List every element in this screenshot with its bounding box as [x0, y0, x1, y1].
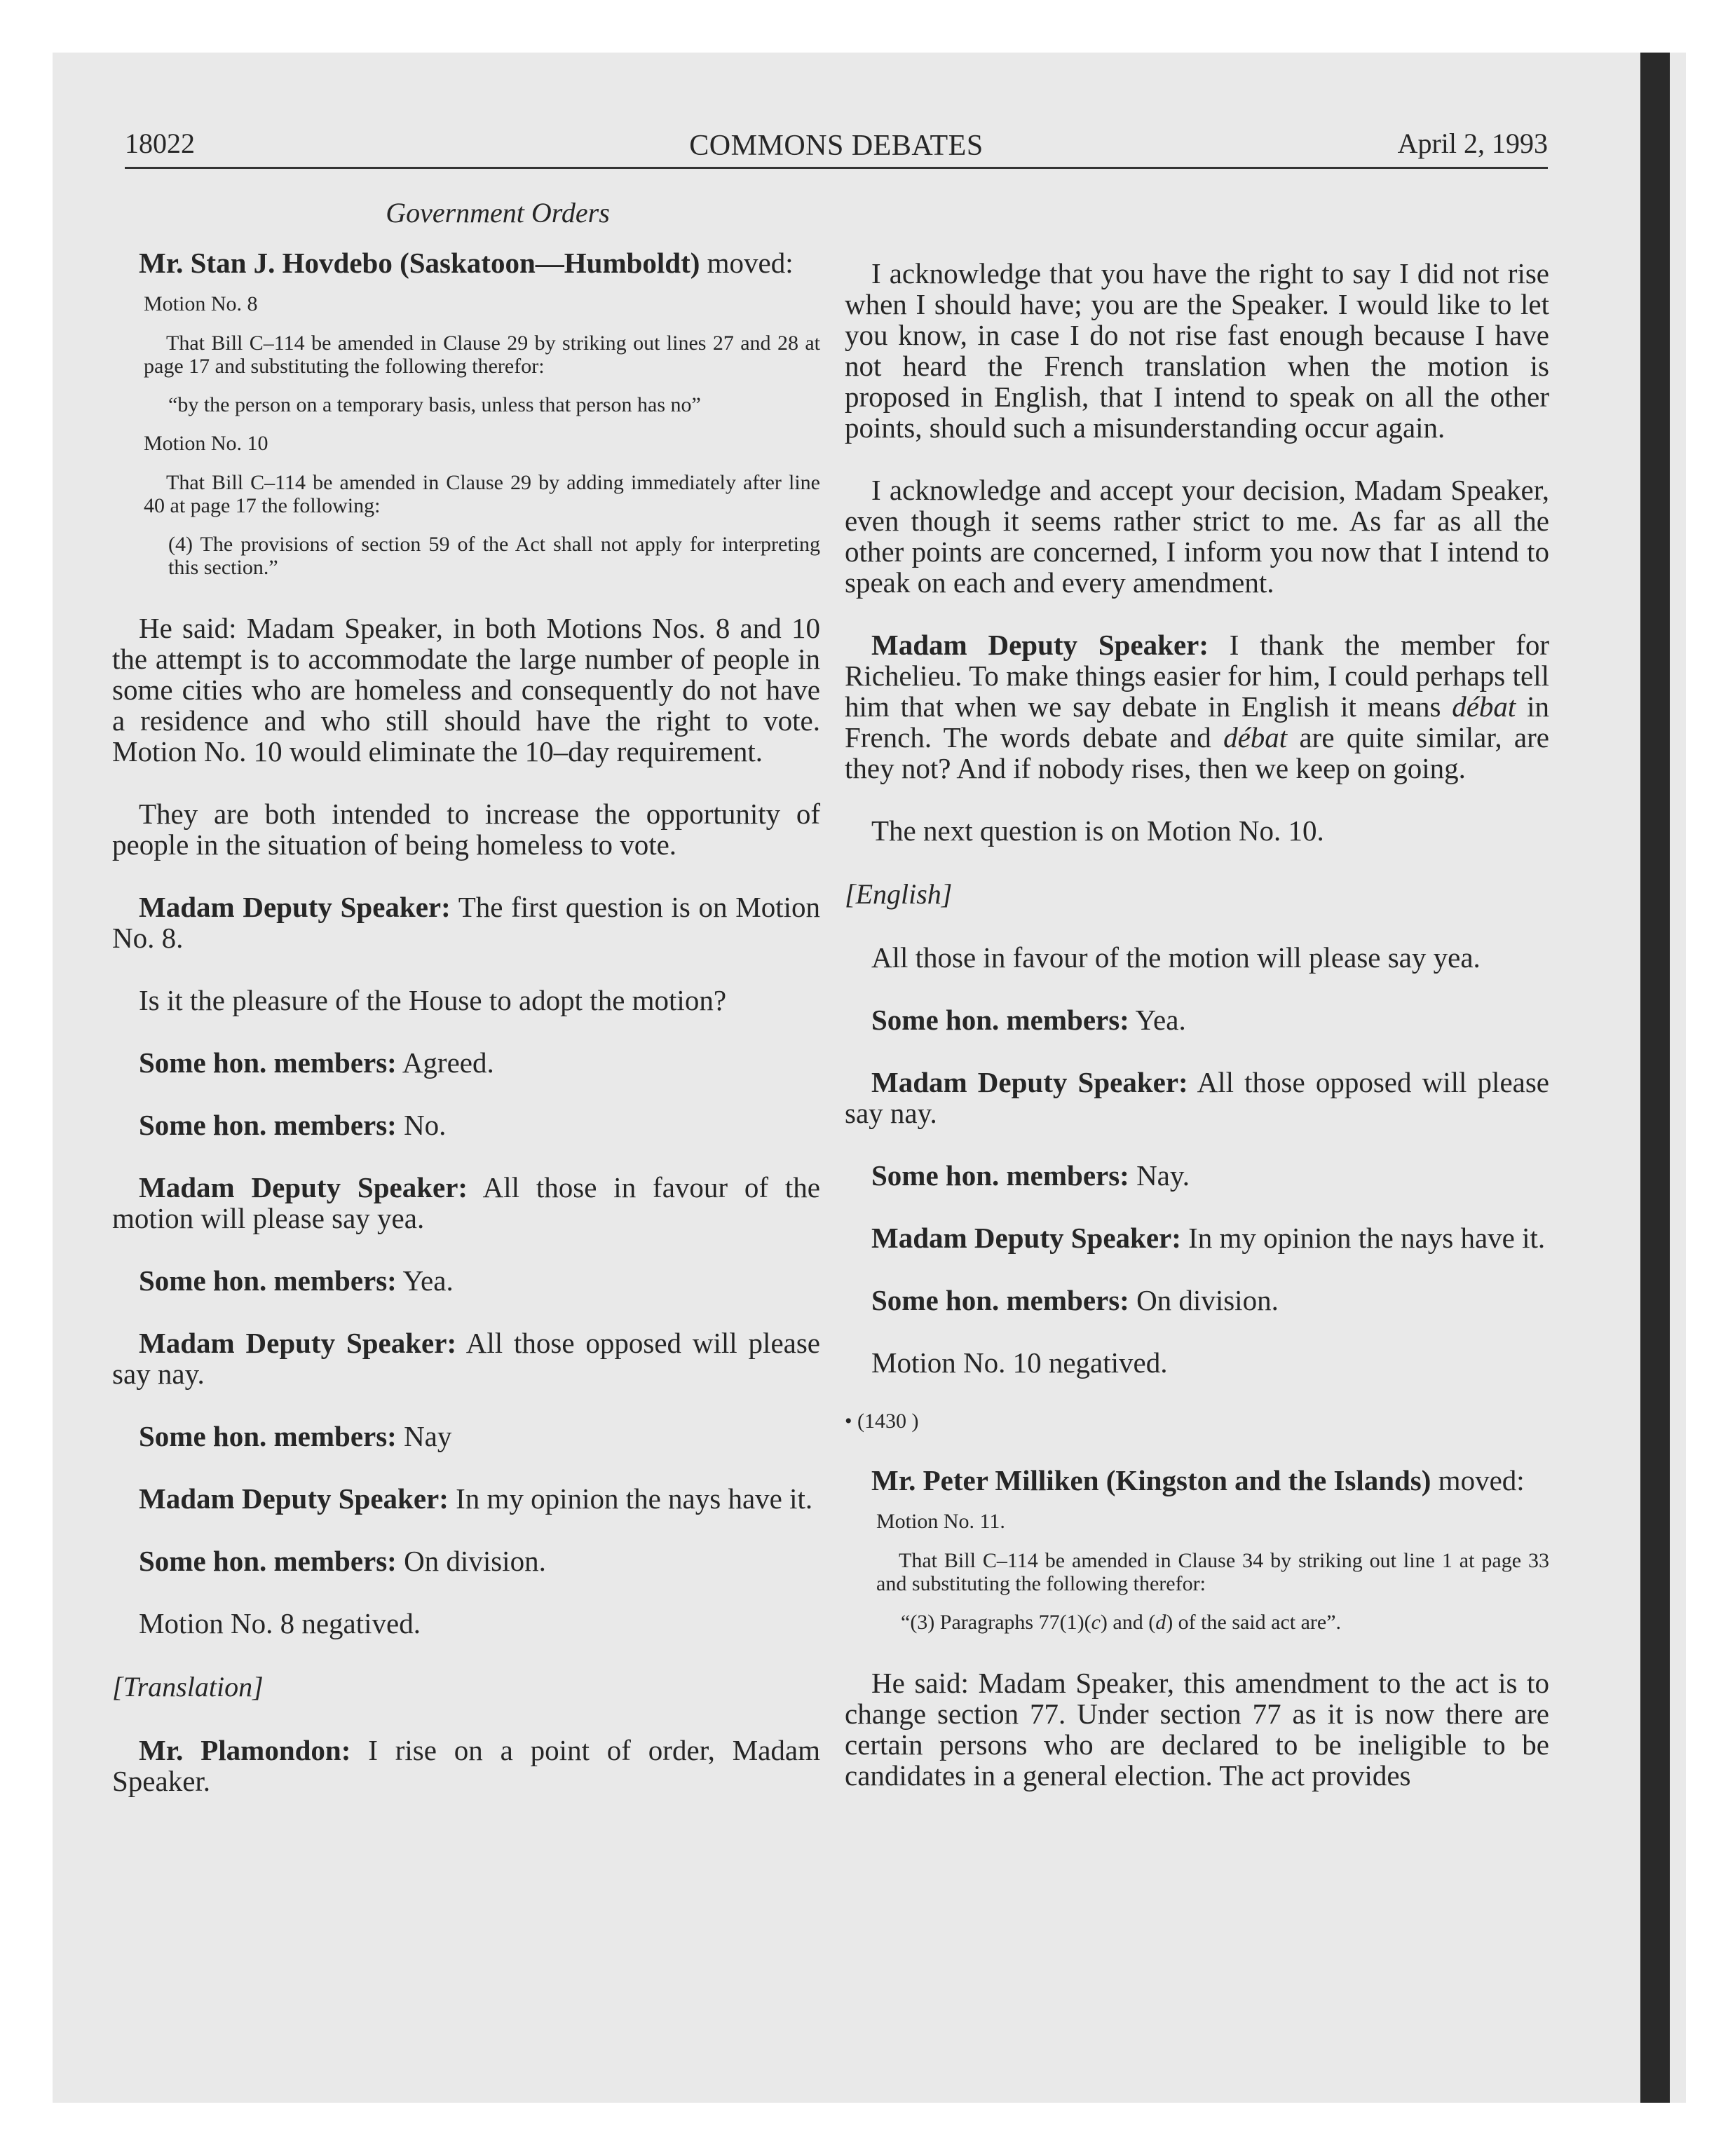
speech-text: are quite similar, are they not? And if nobody rises, then we keep on going. — [845, 721, 1549, 784]
mover-line — [845, 1465, 1549, 1496]
speech-text: The first question is on Motion No. 8. — [112, 891, 820, 954]
speaker-name: Some hon. members: — [871, 1159, 1129, 1192]
paragraph: He said: Madam Speaker, in both Motions Nos. 8 and 10 the attempt is to accommodate the large number of people in some cities who are homeless and consequently do not have a residence and who still should have the right to vote. Motion No. 10 would eliminate the 10–day requirement. — [112, 612, 820, 767]
mover-action: moved: — [700, 247, 794, 279]
paragraph — [112, 1047, 820, 1078]
publication-title: COMMONS DEBATES — [689, 130, 984, 162]
paragraph — [112, 1265, 820, 1296]
running-header — [125, 125, 1548, 169]
speaker-name: Madam Deputy Speaker: — [139, 1482, 449, 1515]
speaker-name: Some hon. members: — [139, 1046, 397, 1079]
speaker-name: Some hon. members: — [871, 1004, 1129, 1036]
motion-text: That Bill C–114 be amended in Clause 34 by striking out line 1 at page 33 and substituting the following therefor: — [876, 1549, 1549, 1595]
speaker-name: Some hon. members: — [139, 1545, 397, 1577]
page-number: 18022 — [125, 128, 195, 159]
motion-quote — [845, 1611, 1549, 1634]
quote-text: ) of the said act are”. — [1166, 1611, 1342, 1634]
paragraph — [845, 1222, 1549, 1253]
paragraph: Motion No. 8 negatived. — [139, 1607, 421, 1639]
paragraph — [112, 1172, 820, 1234]
motion-label: Motion No. 10 — [144, 432, 268, 455]
speaker-name: Mr. Stan J. Hovdebo (Saskatoon—Humboldt) — [139, 247, 700, 279]
paragraph: Is it the pleasure of the House to adopt the motion? — [139, 984, 727, 1016]
paragraph — [112, 892, 820, 953]
speaker-name: Madam Deputy Speaker: — [139, 1171, 468, 1203]
speaker-name: Madam Deputy Speaker: — [871, 629, 1209, 661]
speaker-name: Madam Deputy Speaker: — [139, 891, 451, 923]
scan-edge-shadow — [1640, 53, 1670, 2103]
paragraph — [112, 1546, 820, 1576]
paragraph — [845, 1160, 1549, 1191]
motion-label: Motion No. 11. — [876, 1510, 1005, 1533]
speech-text: Yea. — [1129, 1004, 1186, 1036]
speaker-name: Some hon. members: — [139, 1420, 397, 1452]
quote-text: c — [1091, 1611, 1101, 1634]
paragraph — [845, 1285, 1549, 1316]
speech-text: In my opinion the nays have it. — [1181, 1222, 1546, 1254]
speech-text: in French. The words debate and — [845, 690, 1549, 753]
speech-text: I thank the member for Richelieu. To make things easier for him, I could perhaps tell him that when we say debate in English it means — [845, 629, 1550, 723]
speech-text: I rise on a point of order, Madam Speaker. — [112, 1734, 821, 1797]
speech-text: Agreed. — [396, 1046, 494, 1079]
speech-text: On division. — [396, 1545, 546, 1577]
speech-text: Yea. — [396, 1264, 454, 1297]
quote-text: ) and ( — [1100, 1611, 1156, 1634]
time-marker: • (1430 ) — [845, 1410, 919, 1433]
paragraph — [112, 1421, 820, 1452]
motion-text: That Bill C–114 be amended in Clause 29 by striking out lines 27 and 28 at page 17 and substituting the following therefor: — [144, 332, 820, 378]
right-column — [845, 196, 1549, 1791]
speech-text: In my opinion the nays have it. — [448, 1482, 813, 1515]
paragraph: Motion No. 10 negatived. — [871, 1346, 1168, 1379]
language-tag: [English] — [845, 878, 953, 910]
speaker-name: Some hon. members: — [139, 1109, 397, 1141]
quote-text: “(3) Paragraphs 77(1)( — [901, 1611, 1091, 1634]
language-tag: [Translation] — [112, 1671, 264, 1703]
mover-line — [112, 247, 820, 278]
paragraph: All those in favour of the motion will please say yea. — [871, 941, 1481, 974]
speech-text: Nay — [396, 1420, 452, 1452]
paragraph — [845, 1004, 1549, 1035]
paragraph — [112, 1110, 820, 1140]
speaker-name: Some hon. members: — [139, 1264, 397, 1297]
speech-text: On division. — [1129, 1284, 1279, 1316]
paragraph — [112, 1483, 820, 1514]
french-term: débat — [1452, 690, 1516, 723]
speaker-name: Mr. Peter Milliken (Kingston and the Islands) — [871, 1464, 1431, 1496]
quote-text: d — [1155, 1611, 1166, 1634]
paragraph: I acknowledge and accept your decision, Madam Speaker, even though it seems rather strict to me. As far as all the other points are concerned, I inform you now that I intend to speak on each and every amendment. — [845, 474, 1549, 599]
speaker-name: Mr. Plamondon: — [139, 1734, 351, 1766]
paragraph: They are both intended to increase the opportunity of people in the situation of being homeless to vote. — [112, 798, 820, 861]
motion-quote: (4) The provisions of section 59 of the Act shall not apply for interpreting this section.” — [168, 533, 820, 579]
motion-quote: “by the person on a temporary basis, unless that person has no” — [168, 393, 701, 416]
speaker-name: Madam Deputy Speaker: — [871, 1222, 1181, 1254]
speech-text: All those opposed will please say nay. — [112, 1327, 820, 1390]
paragraph — [112, 1735, 820, 1796]
speech-text: All those opposed will please say nay. — [845, 1066, 1549, 1129]
section-heading: Government Orders — [386, 197, 610, 228]
paragraph: The next question is on Motion No. 10. — [871, 814, 1324, 847]
motion-label: Motion No. 8 — [144, 292, 258, 315]
paragraph — [112, 1328, 820, 1389]
paragraph: I acknowledge that you have the right to say I did not rise when I should have; you are the Speaker. I would like to let you know, in case I do not rise fast enough because I have not heard the French translation when the motion is proposed in English, that I intend to speak on all the other points, should such a misunderstanding occur again. — [845, 257, 1549, 444]
speech-text: All those in favour of the motion will please say yea. — [112, 1171, 820, 1234]
speaker-name: Some hon. members: — [871, 1284, 1129, 1316]
speaker-name: Madam Deputy Speaker: — [871, 1066, 1188, 1098]
speaker-name: Madam Deputy Speaker: — [139, 1327, 457, 1359]
motion-text: That Bill C–114 be amended in Clause 29 by adding immediately after line 40 at page 17 the following: — [144, 471, 820, 517]
speech-text: Nay. — [1129, 1159, 1190, 1192]
left-column — [112, 196, 820, 1828]
paragraph — [845, 1067, 1549, 1128]
page-date: April 2, 1993 — [1397, 128, 1548, 159]
paragraph — [845, 629, 1549, 784]
mover-action: moved: — [1431, 1464, 1525, 1496]
speech-text: No. — [396, 1109, 447, 1141]
paragraph: He said: Madam Speaker, this amendment to the act is to change section 77. Under section 77 as it is now there are certain persons who are declared to be ineligible to be candidates in a general election. The act provides — [845, 1667, 1549, 1792]
french-term: débat — [1223, 721, 1288, 753]
